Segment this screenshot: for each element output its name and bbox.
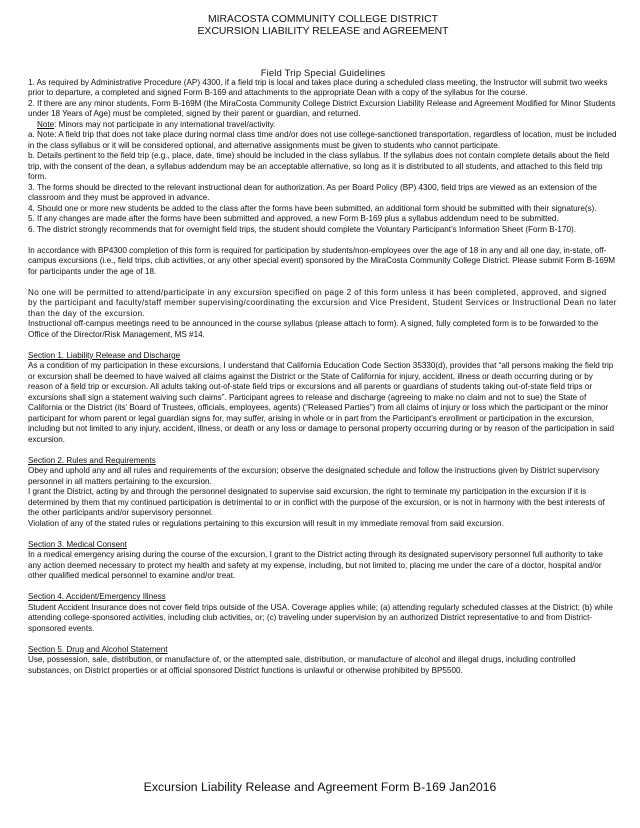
guidelines-title: Field Trip Special Guidelines [260, 66, 386, 78]
guideline-item-5: 5. If any changes are made after the forms have been submitted and approved, a new Form B-169 plus a syllabus addendum need to be submitted. [28, 214, 559, 224]
minors-note [28, 120, 618, 131]
section-3-body: In a medical emergency arising during the course of the excursion, I grant to the District acting through its designated supervisory personnel full authority to take any action deemed necessary to protect my health and safety at my expense, including, but not limited to, placing me under the care of a doctor, hospital and/or other qualified medical personnel to examine and/or treat. [28, 550, 603, 581]
section-1-title: Section 1. Liability Release and Discharge [28, 350, 181, 360]
note-text: : Minors may not participate in any international travel/activity. [54, 119, 276, 129]
guideline-item-a: a. Note: A field trip that does not take place during normal class time and/or does not use college-sanctioned transportation, regardless of location, must be included in the class syllabus or it will be considered optional, and alternative assignments must be given to students who cannot participate. [28, 130, 617, 150]
section-1-body: As a condition of my participation in these excursions, I understand that California Education Code Section 35330(d), provides that “all persons making the field trip or excursion shall be deemed to have waived all claims against the District or the State of California for injury, accident, illness or death occurring during or by reason of a field trip or excursion. All adults taking out-of-state field trips or excursions and all parents or guardians of students taking out-of-state field trips or excursions shall sign a statement waiving such claims”. Participant agrees to release and discharge (agreeing to make no claim and not to sue) the State of California or the District (its’ Board of Trustees, officials, employees, agents) (“Released Parties”) from all claims of injury or loss which the participant or the minor participant for whom parent or legal guardian signs for, may suffer, arising in whole or in part from the Participant’s enrollment or participation in the excursion, including but not limited to any injury, accident, illness, or death or any loss or damage to personal property occurring during or by reason of the participation in said excursion. [28, 361, 615, 444]
form-footer: Excursion Liability Release and Agreement Form B-169 Jan2016 [143, 780, 497, 794]
district-name: MIRACOSTA COMMUNITY COLLEGE DISTRICT [208, 14, 438, 25]
guideline-item-1: 1. As required by Administrative Procedure (AP) 4300, if a field trip is local and takes place during a scheduled class meeting, the Instructor will submit two weeks prior to departure, a completed and signed Form B-169 and attachments to the appropriate Dean with a copy of the syllabus for the course. [28, 77, 608, 98]
section-3-title: Section 3. Medical Consent [28, 539, 127, 549]
section-2-body-2: I grant the District, acting by and through the personnel designated to supervise said excursion, the right to terminate my participation in the excursion if it is determined by them that my continued participation is detrimental to or in conflict with the purpose of the excursion, or is not in harmony with the best interests of the other participants and/or supervisory personnel. [28, 487, 605, 518]
guideline-item-4: 4. Should one or more new students be added to the class after the forms have been submitted, an additional form should be submitted with their signature(s). [28, 203, 597, 213]
guideline-item-3: 3. The forms should be directed to the relevant instructional dean for authorization. As per Board Policy (BP) 4300, field trips are viewed as an extension of the classroom and they must be approved in advance. [28, 182, 597, 203]
note-label: Note [37, 119, 55, 129]
section-2-body-1: Obey and uphold any and all rules and requirements of the excursion; observe the designated schedule and follow the instructions given by District supervisory personnel in all matters pertaining to the excursion. [28, 466, 600, 486]
guideline-item-2: 2. If there are any minor students, Form B-169M (the MiraCosta Community College District Excursion Liability Release and Agreement Modified for Minor Students under 18 Years of Age) must be completed, signed by their parent or guardian, and returned. [28, 98, 616, 119]
section-2-title: Section 2. Rules and Requirements [28, 455, 156, 465]
section-5-body: Use, possession, sale, distribution, or manufacture of, or the attempted sale, distribution, or manufacture of alcohol and illegal drugs, including controlled substances, on District properties or at official sponsored District functions is unlawful or otherwise prohibited by BP5500. [28, 655, 576, 675]
section-4-body: Student Accident Insurance does not cover field trips outside of the USA. Coverage applies while; (a) attending regularly scheduled classes at the District; (b) while attending college-sponsored activities, including club activities, or; (c) traveling under supervision by an authorized District representative to and from District-sponsored events. [28, 602, 613, 633]
guideline-item-b: b. Details pertinent to the field trip (e.g., place, date, time) should be included in the class syllabus. If the syllabus does not contain complete details about the field trip, with the consent of the dean, a syllabus addendum may be an acceptable alternative, so long as it is distributed to all students, and attached to this field trip form. [28, 151, 610, 182]
section-5-title: Section 5. Drug and Alcohol Statement [28, 644, 168, 654]
bp4300-paragraph: In accordance with BP4300 completion of this form is required for participation by students/non-employees over the age of 18 in any and all one day, in-state, off-campus excursions (i.e., field trips, club activities, or any other special event) sponsored by the MiraCosta Community College District. Please submit Form B-169M for participants under the age of 18. [28, 245, 616, 276]
permission-paragraph: No one will be permitted to attend/participate in any excursion specified on page 2 of this form unless it has been completed, approved, and signed by the participant and faculty/staff member supervising/coordinating the excursion and Vice President, Student Services or Instructional Dean no later than the day of the excursion. [28, 287, 617, 318]
guideline-item-6: 6. The district strongly recommends that for overnight field trips, the student should complete the Voluntary Participant’s Information Sheet (Form B-170). [28, 224, 576, 234]
instructional-paragraph: Instructional off-campus meetings need to be announced in the course syllabus (please attach to form). A signed, fully completed form is to be forwarded to the Office of the Director/Risk Management, MS #14. [28, 319, 599, 339]
section-2-body-3: Violation of any of the stated rules or regulations pertaining to this excursion will result in my immediate removal from said excursion. [28, 518, 504, 528]
section-4-title: Section 4. Accident/Emergency Illness [28, 592, 166, 602]
document-title: EXCURSION LIABILITY RELEASE and AGREEMENT [197, 26, 449, 38]
